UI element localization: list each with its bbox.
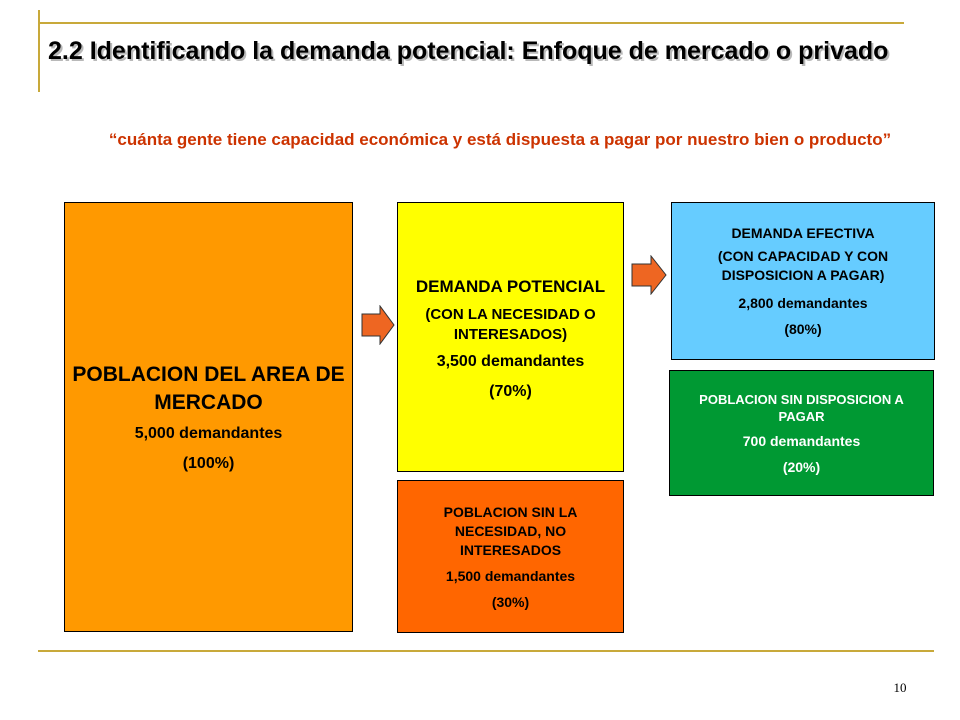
potencial-subtitle: (CON LA NECESIDAD O INTERESADOS): [425, 305, 596, 343]
slide-title: 2.2 Identificando la demanda potencial: Enfoque de mercado o privado: [48, 37, 889, 65]
potencial-percent: (70%): [489, 382, 532, 400]
poblacion-box: [64, 202, 353, 632]
efectiva-subtitle: (CON CAPACIDAD Y CON DISPOSICION A PAGAR): [717, 248, 889, 283]
top-accent-line: [38, 22, 904, 24]
sin-disposicion-title: POBLACION SIN DISPOSICION A PAGAR: [699, 392, 904, 424]
sin-disposicion-count: 700 demandantes: [742, 433, 861, 449]
sin-disposicion-percent: (20%): [782, 459, 821, 475]
potencial-count: 3,500 demandantes: [436, 352, 585, 370]
poblacion-title: POBLACION DEL AREA DE MERCADO: [72, 363, 345, 414]
arrow-right-icon: [361, 305, 395, 345]
sin-necesidad-percent: (30%): [491, 594, 530, 610]
sin-necesidad-box: [397, 480, 624, 633]
demanda-efectiva-box: [671, 202, 935, 360]
poblacion-count: 5,000 demandantes: [134, 425, 283, 442]
sin-necesidad-count: 1,500 demandantes: [445, 568, 576, 584]
potencial-title: DEMANDA POTENCIAL: [415, 276, 606, 296]
poblacion-percent: (100%): [182, 455, 235, 472]
bottom-accent-line: [38, 650, 934, 652]
efectiva-title: DEMANDA EFECTIVA: [731, 225, 875, 241]
left-accent-line: [38, 10, 40, 92]
sin-necesidad-title: POBLACION SIN LA NECESIDAD, NO INTERESADOS: [443, 504, 578, 558]
efectiva-count: 2,800 demandantes: [738, 295, 868, 311]
quote-text: “cuánta gente tiene capacidad económica y está dispuesta a pagar por nuestro bien o producto”: [108, 130, 892, 149]
demanda-potencial-box: [397, 202, 624, 472]
sin-disposicion-box: [669, 370, 934, 496]
arrow-right-icon: [631, 255, 667, 295]
page-number: 10: [893, 680, 907, 695]
efectiva-percent: (80%): [784, 321, 822, 337]
